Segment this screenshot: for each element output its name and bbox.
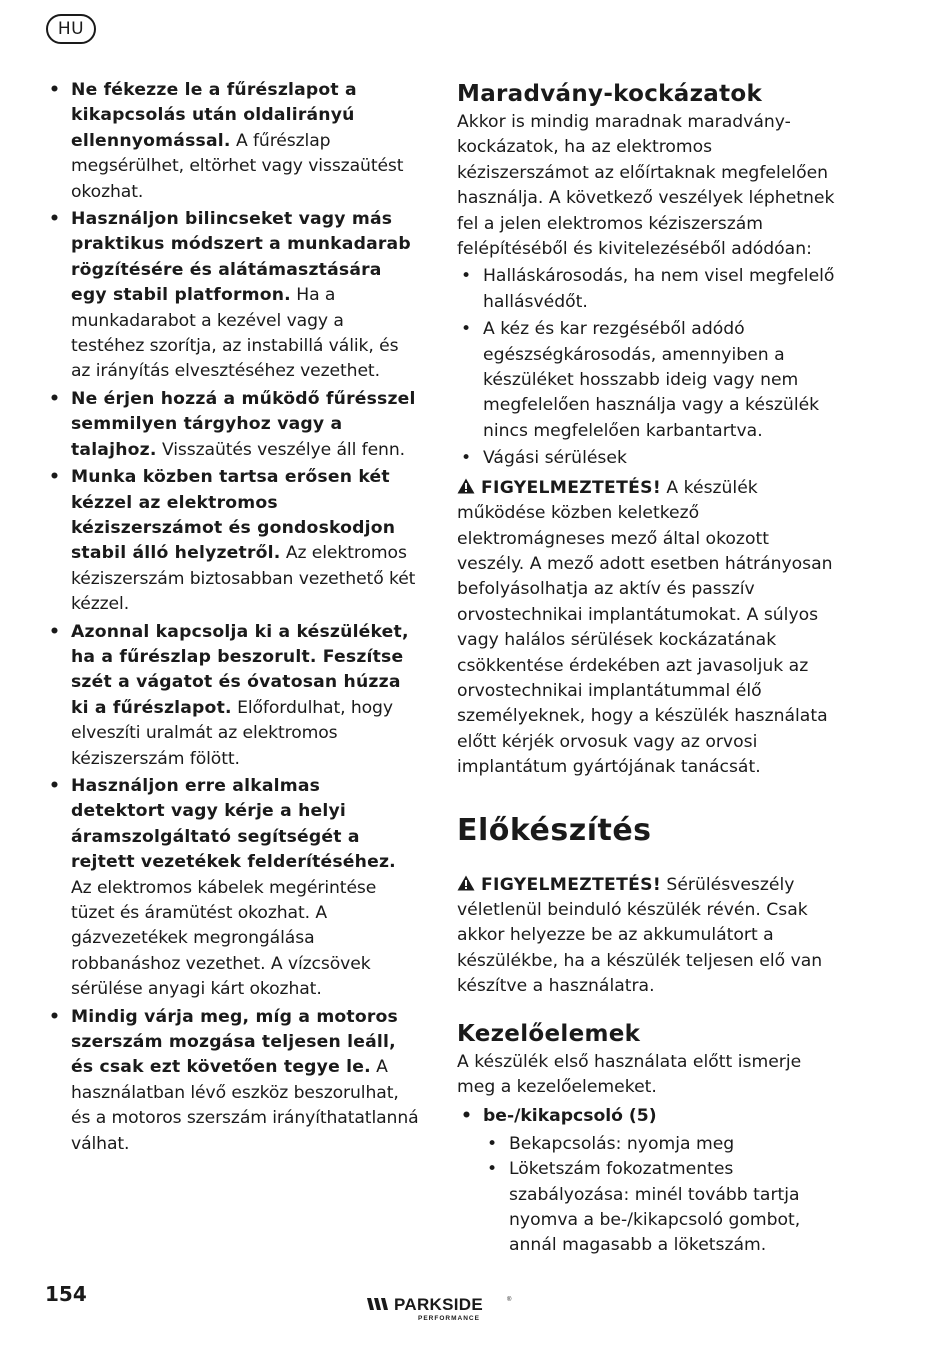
list-item: • Halláskárosodás, ha nem visel megfelelő hallásvédőt. bbox=[457, 264, 837, 315]
item-text: A használatban lévő eszköz beszorulhat, és a motoros szerszám irányíthatatlanná válhat. bbox=[71, 1057, 419, 1154]
item-bold-text: Ne fékezze le a fűrészlapot a kikapcsolás után oldalirányú ellennyomással. bbox=[71, 80, 357, 151]
brand-subline: PERFORMANCE bbox=[418, 1315, 480, 1322]
registered-mark: ® bbox=[507, 1297, 512, 1303]
warning-text: Sérülésveszély véletlenül beinduló készülék révén. Csak akkor helyezze be az akkumulátort a készülékbe, ha a készülék teljesen elő van készítve a használatra. bbox=[457, 874, 823, 997]
switch-sub-list bbox=[457, 1132, 837, 1259]
list-item bbox=[45, 774, 420, 1003]
list-item: • A kéz és kar rezgéséből adódó egészségkárosodás, amennyiben a készüléket hosszabb ideig vagy nem megfelelően használja vagy a készülék nincs megfelelően karbantartva. bbox=[457, 317, 837, 444]
warning-label: FIGYELMEZTETÉS! bbox=[481, 477, 661, 498]
list-item: • Bekapcsolás: nyomja meg bbox=[457, 1132, 837, 1157]
controls-intro: A készülék első használata előtt ismerje meg a kezelőelemeket. bbox=[457, 1051, 802, 1097]
residual-risks-intro: Akkor is mindig maradnak maradvány-kockázatok, ha az elektromos kéziszerszámot az előírtaknak megfelelően használja. A következő veszélyek léphetnek fel a jelen elektromos kéziszerszám felépítéséből és kivitelezéséből adódóan: bbox=[457, 112, 835, 260]
item-bold-text: Mindig várja meg, míg a motoros szerszám mozgása teljesen leáll, és csak ezt követően tegye le. bbox=[71, 1006, 398, 1078]
item-text: Az elektromos kéziszerszám biztosabban vezethető két kézzel. bbox=[71, 543, 416, 615]
list-item bbox=[45, 387, 420, 463]
list-item bbox=[457, 1104, 837, 1258]
page-number: 154 bbox=[45, 1282, 87, 1306]
parkside-logo bbox=[366, 1290, 516, 1326]
item-bold-text: Használjon bilincseket vagy más praktikus módszert a munkadarab rögzítésére és alátámasztására egy stabil platformon. bbox=[71, 209, 411, 306]
list-item: • Vágási sérülések bbox=[457, 446, 837, 471]
warning-label: FIGYELMEZTETÉS! bbox=[481, 874, 661, 895]
emf-warning bbox=[457, 476, 837, 781]
brand-name: PARKSIDE bbox=[394, 1295, 483, 1314]
list-item bbox=[45, 465, 420, 617]
warning-icon bbox=[457, 478, 475, 494]
controls-heading: Kezelőelemek bbox=[457, 1020, 641, 1047]
warning-text: A készülék működése közben keletkező elektromágneses mező által okozott veszély. A mező adott esetben hátrányosan befolyásolhatja az aktív és passzív orvostechnikai implantátumokat. A súlyos vagy halálos sérülések kockázatának csökkentése érdekében azt javasoljuk az orvostechnikai implantátummal élő személyeknek, hogy a készülék használata előtt kérjék orvosuk vagy az orvosi implantátum gyártójának tanácsát. bbox=[457, 477, 833, 778]
list-item bbox=[45, 78, 420, 205]
language-badge: HU bbox=[46, 14, 96, 44]
left-column bbox=[45, 78, 420, 1159]
item-bold-text: Munka közben tartsa erősen két kézzel az elektromos kéziszerszámot és gondoskodjon stabil álló helyzetről. bbox=[71, 467, 396, 564]
controls-list bbox=[457, 1104, 837, 1258]
safety-list bbox=[45, 78, 420, 1157]
warning-icon bbox=[457, 875, 475, 891]
item-text: Előfordulhat, hogy elveszíti uralmát az elektromos kéziszerszám fölött. bbox=[71, 697, 393, 769]
item-bold-text: Azonnal kapcsolja ki a készüléket, ha a fűrészlap beszorult. Feszítse szét a vágatot és óvatosan húzza ki a fűrészlapot. bbox=[71, 621, 409, 718]
item-text: Ha a munkadarabot a kezével vagy a testéhez szorítja, az instabillá válik, és az irányítás elvesztéséhez vezethet. bbox=[71, 285, 399, 382]
residual-risks-list bbox=[457, 264, 837, 471]
list-item bbox=[45, 620, 420, 772]
item-bold-text: Ne érjen hozzá a működő fűrésszel semmilyen tárgyhoz vagy a talajhoz. bbox=[71, 388, 416, 460]
switch-label: be-/kikapcsoló (5) bbox=[483, 1106, 657, 1127]
item-bold-text: Használjon erre alkalmas detektort vagy kérje a helyi áramszolgáltató segítségét a rejtett vezetékek felderítéséhez. bbox=[71, 775, 396, 873]
item-text: A fűrészlap megsérülhet, eltörhet vagy visszaütést okozhat. bbox=[71, 130, 404, 202]
preparation-warning bbox=[457, 873, 837, 1000]
residual-risks-heading: Maradvány-kockázatok bbox=[457, 81, 763, 107]
list-item bbox=[45, 1005, 420, 1157]
right-column bbox=[457, 78, 837, 1259]
item-text: Az elektromos kábelek megérintése tüzet és áramütést okozhat. A gázvezetékek megrongálása robbanáshoz vezethet. A vízcsövek sérülése anyagi kárt okozhat. bbox=[71, 877, 377, 1000]
preparation-heading: Előkészítés bbox=[457, 812, 652, 848]
list-item: • Löketszám fokozatmentes szabályozása: minél tovább tartja nyomva a be-/kikapcsoló gombot, annál magasabb a löketszám. bbox=[457, 1157, 837, 1259]
list-item bbox=[45, 207, 420, 385]
item-text: Visszaütés veszélye áll fenn. bbox=[156, 439, 405, 460]
